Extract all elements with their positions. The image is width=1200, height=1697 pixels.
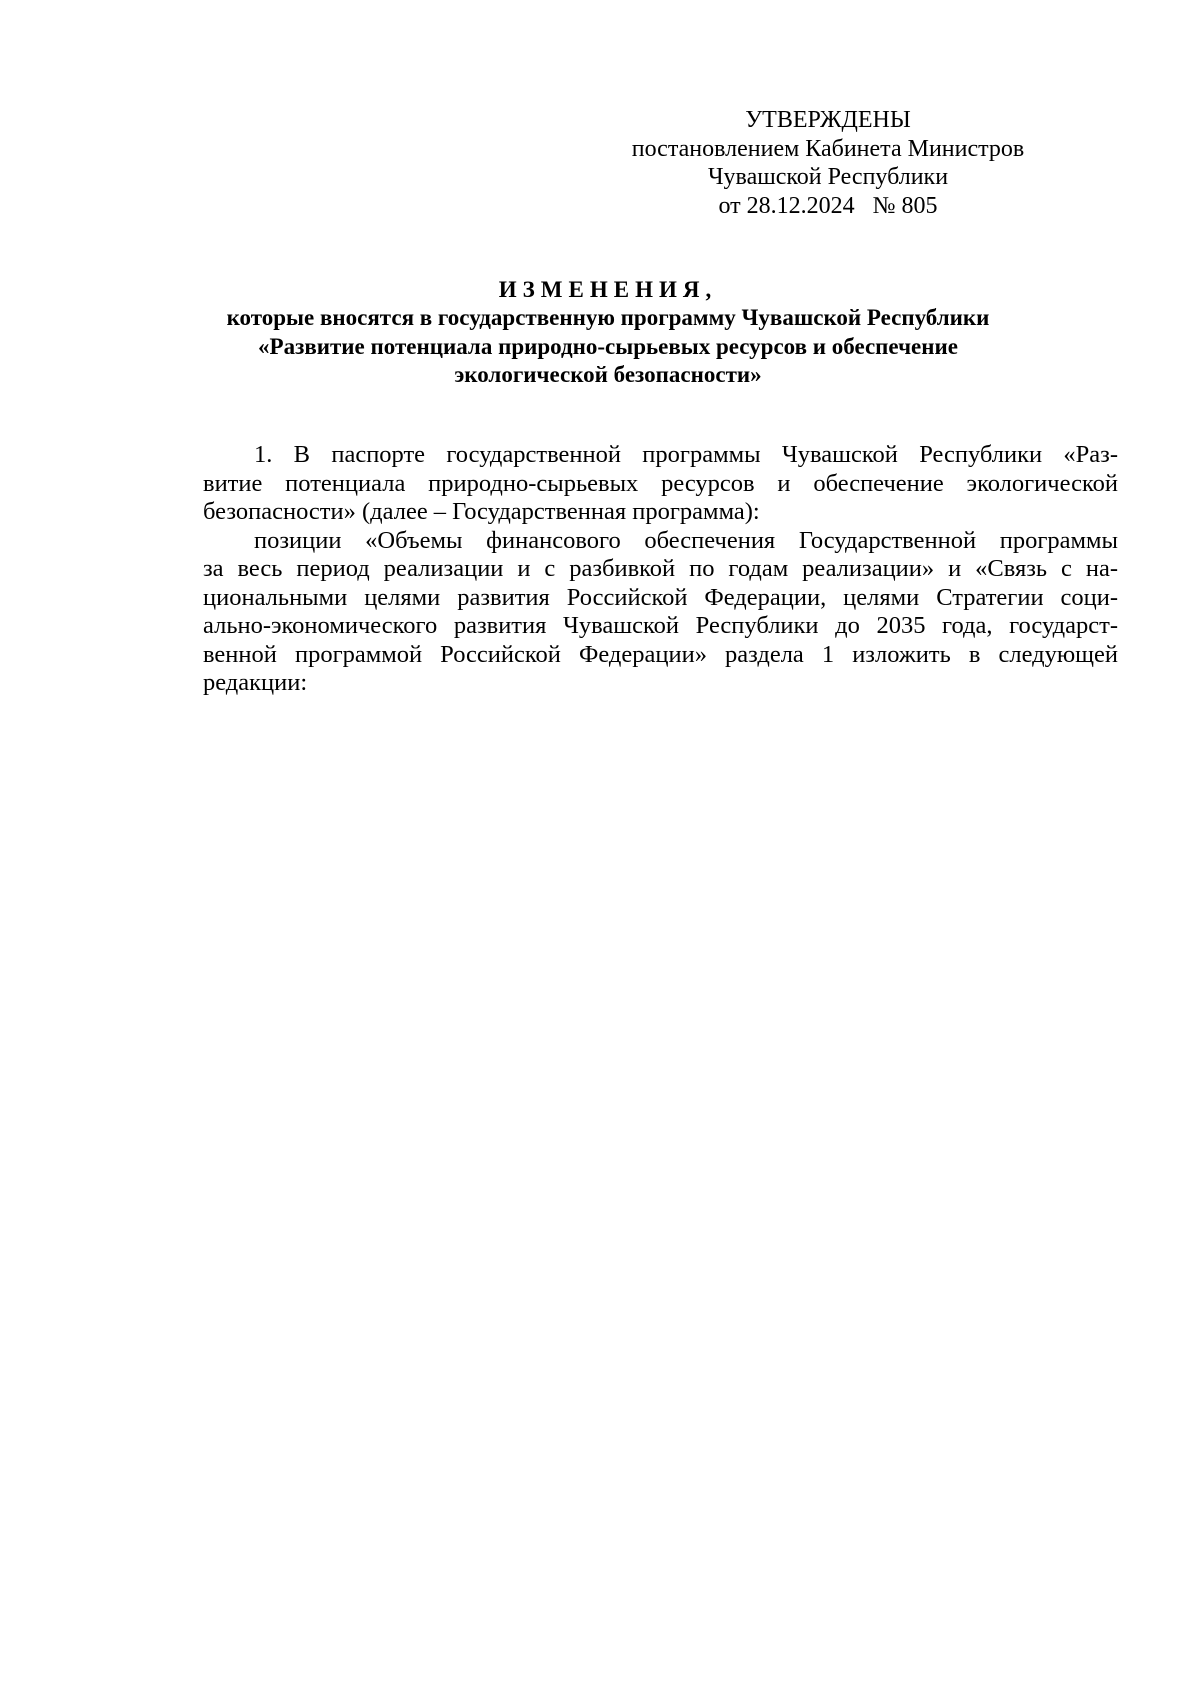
paragraph-line: 1. В паспорте государственной программы Чувашской Республики «Раз-	[254, 441, 1118, 468]
paragraph-line: ально-экономического развития Чувашской Республики до 2035 года, государст-	[203, 612, 1118, 639]
approval-heading: УТВЕРЖДЕНЫ	[745, 107, 911, 133]
title-line: «Развитие потенциала природно-сырьевых ресурсов и обеспечение	[258, 333, 958, 359]
title-line: которые вносятся в государственную программу Чувашской Республики	[226, 305, 990, 331]
approval-authority: постановлением Кабинета Министров	[631, 135, 1025, 162]
paragraph-line: циональными целями развития Российской Федерации, целями Стратегии соци-	[203, 583, 1118, 611]
approval-block	[628, 106, 1028, 220]
paragraph-line: безопасности» (далее – Государственная программа):	[203, 498, 760, 525]
title-heading: ИЗМЕНЕНИЯ,	[498, 277, 718, 302]
paragraph-line: венной программой Российской Федерации» раздела 1 изложить в следующей	[203, 640, 1118, 668]
paragraph-line: витие потенциала природно-сырьевых ресурсов и обеспечение экологической	[203, 469, 1118, 497]
document-body	[203, 441, 1118, 698]
document-title	[150, 276, 1066, 389]
paragraph-line: редакции:	[203, 669, 308, 696]
paragraph-line: за весь период реализации и с разбивкой по годам реализации» и «Связь с на-	[203, 555, 1118, 582]
paragraph-line: позиции «Объемы финансового обеспечения Государственной программы	[254, 526, 1118, 554]
approval-region: Чувашской Республики	[707, 164, 949, 190]
approval-date-number: от 28.12.2024 № 805	[718, 192, 938, 219]
title-line: экологической безопасности»	[454, 361, 762, 387]
